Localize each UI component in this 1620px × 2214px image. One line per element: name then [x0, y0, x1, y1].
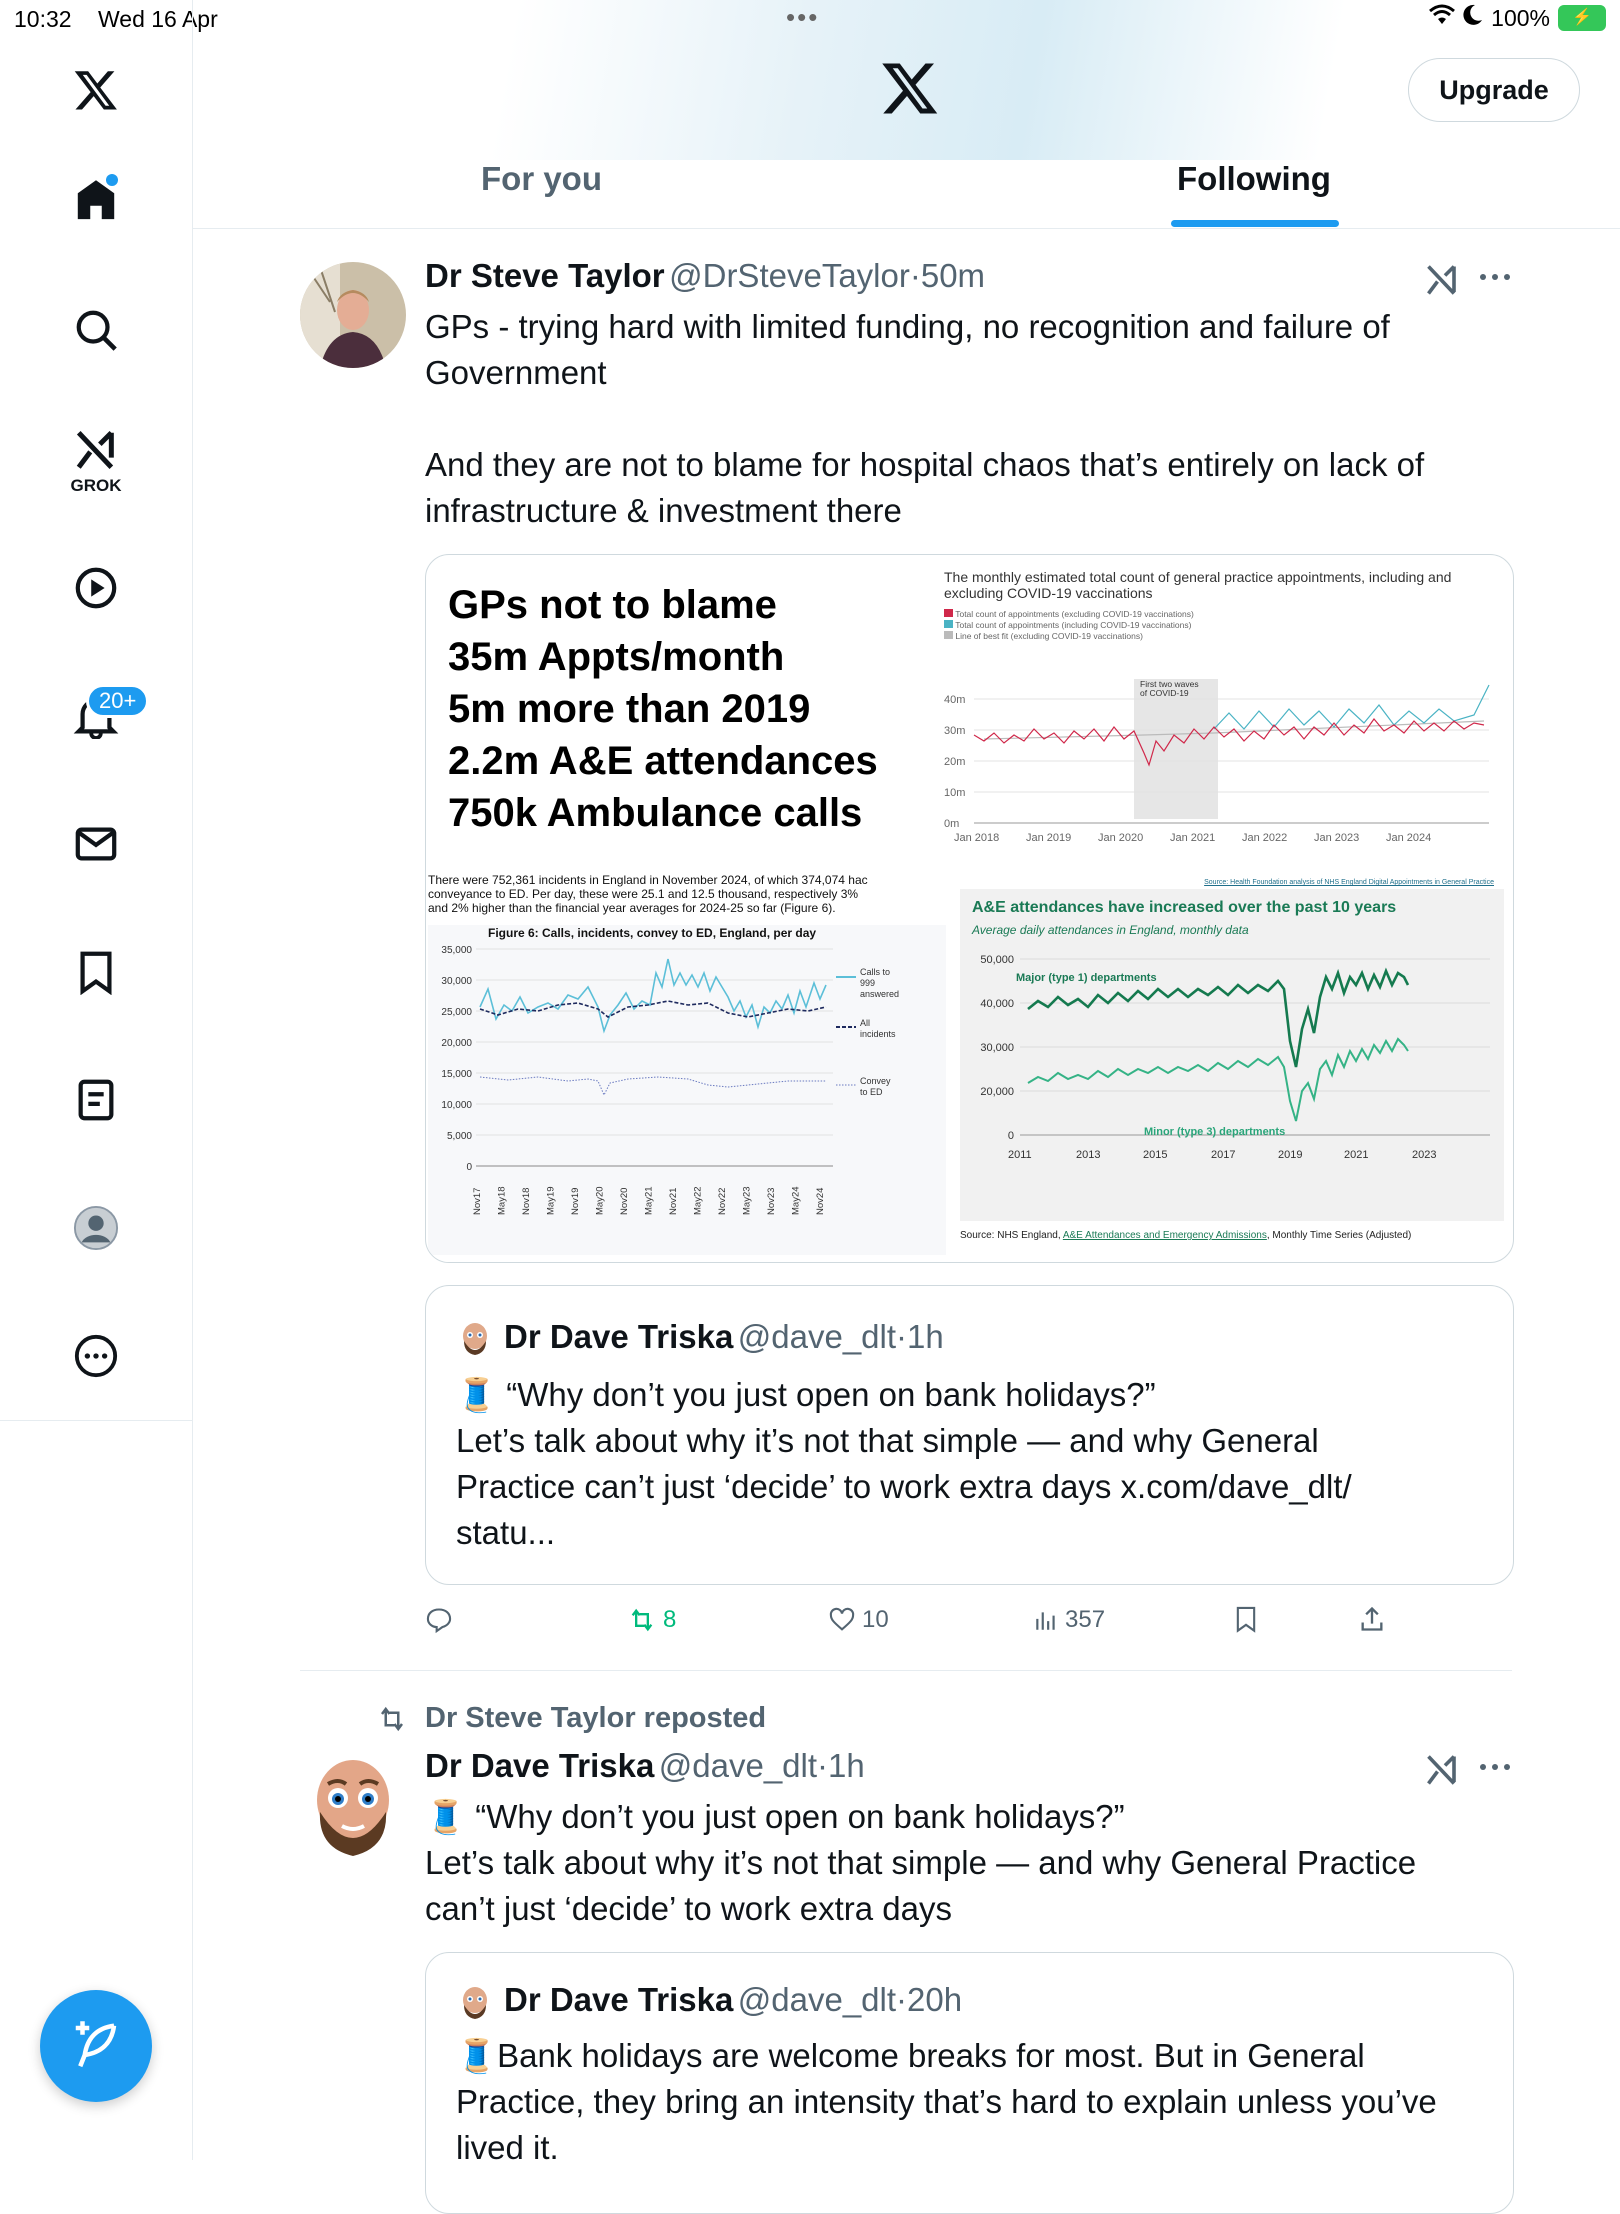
series-label-major: Major (type 1) departments	[1016, 972, 1157, 984]
chart-subtitle: Average daily attendances in England, monthly data	[972, 923, 1249, 937]
gp-appointments-chart	[944, 569, 1504, 889]
quoted-tweet-text	[456, 1372, 1496, 1556]
x-tick: Nov18	[521, 1187, 532, 1215]
battery-percent: 100%	[1491, 4, 1550, 31]
quoted-tweet-time: 1h	[907, 1318, 944, 1355]
compose-button[interactable]	[40, 1990, 152, 2102]
x-tick: Jan 2018	[954, 832, 1000, 844]
chart-legend	[944, 609, 1504, 642]
gp-chart-plot	[944, 669, 1504, 859]
x-tick: May23	[741, 1186, 753, 1215]
x-tick: May24	[790, 1186, 802, 1215]
status-indicators	[1429, 4, 1606, 32]
x-tick: 2013	[1076, 1149, 1101, 1161]
x-tick: May18	[496, 1186, 508, 1215]
legend-item: Total count of appointments (excluding COVID-19 vaccinations)	[955, 609, 1194, 619]
wifi-icon	[1429, 4, 1455, 32]
series-excluding-vaccinations	[974, 719, 1484, 765]
y-tick: 0	[1007, 1130, 1014, 1142]
x-tick: Nov23	[766, 1187, 777, 1215]
y-tick: 50,000	[980, 954, 1014, 966]
x-tick: Jan 2022	[1242, 832, 1288, 844]
ae-source	[960, 1230, 1411, 1241]
headline-line: GPs not to blame	[448, 583, 777, 627]
legend-item: All	[860, 1018, 871, 1028]
y-tick: 20m	[944, 756, 966, 768]
x-tick: 2019	[1278, 1149, 1303, 1161]
legend-item: to ED	[860, 1087, 883, 1097]
y-tick: 10,000	[441, 1100, 472, 1111]
views-chart-icon	[1033, 1607, 1059, 1633]
bookmark-icon	[1232, 1604, 1260, 1634]
x-header-logo[interactable]	[880, 58, 940, 118]
x-tick: 2023	[1412, 1149, 1437, 1161]
x-tick: Nov24	[815, 1187, 826, 1215]
multitask-dots[interactable]: •••	[786, 2, 820, 32]
chart-source: Source: Health Foundation analysis of NHS England Digital Appointments in General Practice	[1204, 879, 1494, 886]
reply-icon	[425, 1606, 453, 1634]
messages-icon[interactable]	[70, 818, 122, 870]
x-tick: Nov21	[668, 1187, 679, 1215]
chart-title: A&E attendances have increased over the past 10 years	[972, 899, 1397, 916]
tweet-header	[425, 1747, 865, 1785]
like-count: 10	[862, 1606, 889, 1633]
y-tick: 40,000	[980, 998, 1014, 1010]
sidebar	[0, 0, 193, 2160]
author-name[interactable]: Dr Dave Triska	[425, 1747, 655, 1784]
compose-feather-icon	[69, 2019, 123, 2073]
avatar	[456, 1983, 494, 2021]
quoted-text-line: Let’s talk about why it’s not that simple — and why General	[456, 1422, 1319, 1459]
legend-item: Calls to	[860, 967, 891, 977]
video-icon[interactable]	[70, 562, 122, 614]
covid-shading	[1134, 679, 1218, 819]
y-tick: 0	[466, 1162, 472, 1173]
quoted-tweet-header	[504, 1981, 962, 2019]
y-tick: 35,000	[441, 945, 472, 956]
x-tick: Nov19	[570, 1187, 581, 1215]
intro-line: conveyance to ED. Per day, these were 25.1 and 12.5 thousand, respectively 3%	[428, 887, 859, 901]
home-unread-dot	[106, 174, 118, 186]
x-tick: Nov20	[619, 1187, 630, 1215]
retweet-icon	[627, 1606, 657, 1634]
quoted-text-line: 🧵Bank holidays are welcome breaks for most. But in General	[456, 2037, 1365, 2074]
grok-icon[interactable]	[70, 424, 122, 476]
more-icon[interactable]	[70, 1330, 122, 1382]
legend-item: Convey	[860, 1076, 891, 1086]
sidebar-divider	[0, 1420, 192, 1421]
y-tick: 20,000	[441, 1038, 472, 1049]
grok-explain-icon[interactable]	[1424, 262, 1460, 303]
upgrade-button[interactable]: Upgrade	[1408, 58, 1580, 122]
x-tick: 2017	[1211, 1149, 1236, 1161]
ambulance-chart-plot	[428, 925, 946, 1255]
x-tick: Jan 2023	[1314, 832, 1360, 844]
y-tick: 30m	[944, 725, 966, 737]
y-tick: 15,000	[441, 1069, 472, 1080]
x-tick: 2011	[1008, 1149, 1032, 1161]
headline-line: 2.2m A&E attendances	[448, 739, 878, 783]
chart-title	[944, 569, 1504, 601]
legend-item: incidents	[860, 1029, 896, 1039]
more-options-icon[interactable]	[1478, 262, 1512, 297]
headline-line: 35m Appts/month	[448, 635, 785, 679]
tweet-text-line: infrastructure & investment there	[425, 492, 902, 529]
y-tick: 25,000	[441, 1007, 472, 1018]
y-tick: 5,000	[446, 1131, 472, 1142]
y-tick: 30,000	[441, 976, 472, 987]
x-tick: Jan 2019	[1026, 832, 1072, 844]
tweet-text-line: Let’s talk about why it’s not that simple — and why General Practice	[425, 1844, 1417, 1881]
y-tick: 30,000	[980, 1042, 1014, 1054]
quoted-text-line: statu...	[456, 1514, 556, 1551]
separator-dot: ·	[896, 1318, 908, 1355]
legend-item: 999	[860, 978, 876, 988]
x-tick: Jan 2021	[1170, 832, 1216, 844]
quoted-tweet-time: 20h	[907, 1981, 963, 2018]
series-label-minor: Minor (type 3) departments	[1144, 1126, 1286, 1138]
quoted-text-line: 🧵 “Why don’t you just open on bank holidays?”	[456, 1376, 1156, 1413]
quoted-tweet[interactable]	[425, 1285, 1514, 1585]
x-tick: May20	[594, 1186, 606, 1215]
profile-avatar-icon[interactable]	[70, 1202, 122, 1254]
separator-dot: ·	[896, 1981, 908, 2018]
headline-line: 750k Ambulance calls	[448, 791, 863, 835]
quoted-text-line: lived it.	[456, 2129, 559, 2166]
author-handle[interactable]: @dave_dlt	[658, 1747, 818, 1784]
notifications-badge: 20+	[86, 684, 149, 718]
search-icon[interactable]	[70, 304, 122, 356]
x-tick: 2015	[1143, 1149, 1168, 1161]
author-name[interactable]: Dr Steve Taylor	[425, 257, 665, 294]
legend-item: answered	[860, 989, 900, 999]
tweet-text-line: can’t just ‘decide’ to work extra days	[425, 1890, 953, 1927]
quoted-author-handle: @dave_dlt	[737, 1981, 897, 2018]
chart-title-line: The monthly estimated total count of general practice appointments, including and	[944, 569, 1452, 585]
x-tick: 2021	[1344, 1149, 1369, 1161]
retweet-count: 8	[663, 1606, 677, 1633]
x-tick: May22	[692, 1186, 704, 1215]
quoted-author-name: Dr Dave Triska	[504, 1981, 734, 2018]
moon-icon	[1463, 4, 1483, 32]
y-tick: 10m	[944, 787, 966, 799]
covid-annotation: First two waves	[1140, 679, 1199, 689]
status-bar	[0, 0, 1620, 40]
x-tick: May21	[643, 1186, 655, 1215]
more-options-icon[interactable]	[1478, 1752, 1512, 1787]
views-button[interactable]	[1033, 1606, 1105, 1634]
tweet-text-line: Government	[425, 354, 607, 391]
reply-button[interactable]	[425, 1606, 453, 1634]
legend-item: Total count of appointments (including COVID-19 vaccinations)	[955, 620, 1192, 630]
avatar[interactable]	[300, 262, 406, 368]
tab-following[interactable]: Following	[1177, 160, 1331, 197]
tweet-text-line: And they are not to blame for hospital chaos that’s entirely on lack of	[425, 446, 1425, 483]
share-icon	[1358, 1604, 1386, 1634]
avatar	[456, 1319, 494, 1357]
grok-explain-icon[interactable]	[1424, 1752, 1460, 1793]
x-tick: Nov22	[717, 1187, 728, 1215]
active-tab-indicator	[1171, 220, 1339, 227]
separator-dot: ·	[817, 1747, 829, 1784]
tweet-text-line: GPs - trying hard with limited funding, no recognition and failure of	[425, 308, 1390, 345]
x-tick: Jan 2020	[1098, 832, 1144, 844]
x-tick: Nov17	[472, 1187, 483, 1215]
y-tick: 0m	[944, 818, 960, 830]
ae-attendances-chart	[960, 889, 1504, 1221]
source-text: Source: NHS England,	[960, 1230, 1063, 1241]
author-handle[interactable]: @DrSteveTaylor	[669, 257, 910, 294]
quoted-text-line: Practice, they bring an intensity that’s hard to explain unless you’ve	[456, 2083, 1437, 2120]
repost-icon	[375, 1704, 409, 1739]
x-tick: Jan 2024	[1386, 832, 1432, 844]
tab-for-you[interactable]: For you	[481, 160, 602, 197]
quoted-tweet-header	[504, 1318, 944, 1356]
ambulance-chart	[428, 873, 946, 1263]
legend-item: Line of best fit (excluding COVID-19 vaccinations)	[955, 631, 1143, 641]
heart-icon	[828, 1606, 856, 1634]
status-date: Wed 16 Apr	[98, 6, 218, 32]
image-headline	[448, 579, 878, 839]
views-count: 357	[1065, 1606, 1106, 1633]
source-link: A&E Attendances and Emergency Admissions	[1062, 1230, 1267, 1241]
y-tick: 40m	[944, 694, 966, 706]
tweet-header	[425, 257, 985, 295]
tweet-time[interactable]: 1h	[828, 1747, 865, 1784]
share-button[interactable]	[1358, 1604, 1386, 1639]
tweet-text	[425, 304, 1525, 534]
source-text: , Monthly Time Series (Adjusted)	[1266, 1230, 1412, 1241]
grok-label: GROK	[70, 476, 122, 495]
bookmark-button[interactable]	[1232, 1604, 1260, 1639]
like-button[interactable]	[828, 1606, 889, 1634]
tweet-text-line: 🧵 “Why don’t you just open on bank holidays?”	[425, 1798, 1125, 1835]
intro-line: There were 752,361 incidents in England in November 2024, of which 374,074 hac	[428, 873, 868, 887]
bookmarks-icon[interactable]	[70, 946, 122, 998]
quoted-tweet[interactable]	[425, 1952, 1514, 2214]
quoted-text-line: Practice can’t just ‘decide’ to work extra days x.com/dave_dlt/	[456, 1468, 1352, 1505]
x-tick: May19	[545, 1186, 557, 1215]
covid-annotation: of COVID-19	[1140, 688, 1189, 698]
chart-title: Figure 6: Calls, incidents, convey to ED, England, per day	[488, 926, 817, 940]
battery-charging-icon: ⚡	[1558, 5, 1606, 31]
quoted-tweet-text	[456, 2033, 1496, 2171]
separator-dot: ·	[909, 257, 921, 294]
lists-icon[interactable]	[70, 1074, 122, 1126]
tweet-time[interactable]: 50m	[920, 257, 986, 294]
chart-title-line: excluding COVID-19 vaccinations	[944, 585, 1153, 601]
quoted-author-name: Dr Dave Triska	[504, 1318, 734, 1355]
ambulance-intro	[428, 873, 946, 915]
tweet-divider	[300, 1670, 1512, 1671]
headline-line: 5m more than 2019	[448, 687, 811, 731]
minor-departments-line	[1028, 1039, 1408, 1121]
status-time: 10:32	[14, 6, 72, 32]
intro-line: and 2% higher than the financial year averages for 2024-25 so far (Figure 6).	[428, 901, 836, 915]
retweet-button[interactable]	[627, 1606, 676, 1634]
ae-chart-plot	[960, 949, 1504, 1149]
header-divider	[192, 228, 1620, 229]
repost-label[interactable]: Dr Steve Taylor reposted	[425, 1702, 767, 1734]
avatar[interactable]	[300, 1752, 406, 1858]
tweet-media-image[interactable]	[425, 554, 1514, 1263]
tweet-text	[425, 1794, 1525, 1932]
quoted-author-handle: @dave_dlt	[737, 1318, 897, 1355]
y-tick: 20,000	[980, 1086, 1014, 1098]
x-logo-icon[interactable]	[70, 64, 122, 116]
